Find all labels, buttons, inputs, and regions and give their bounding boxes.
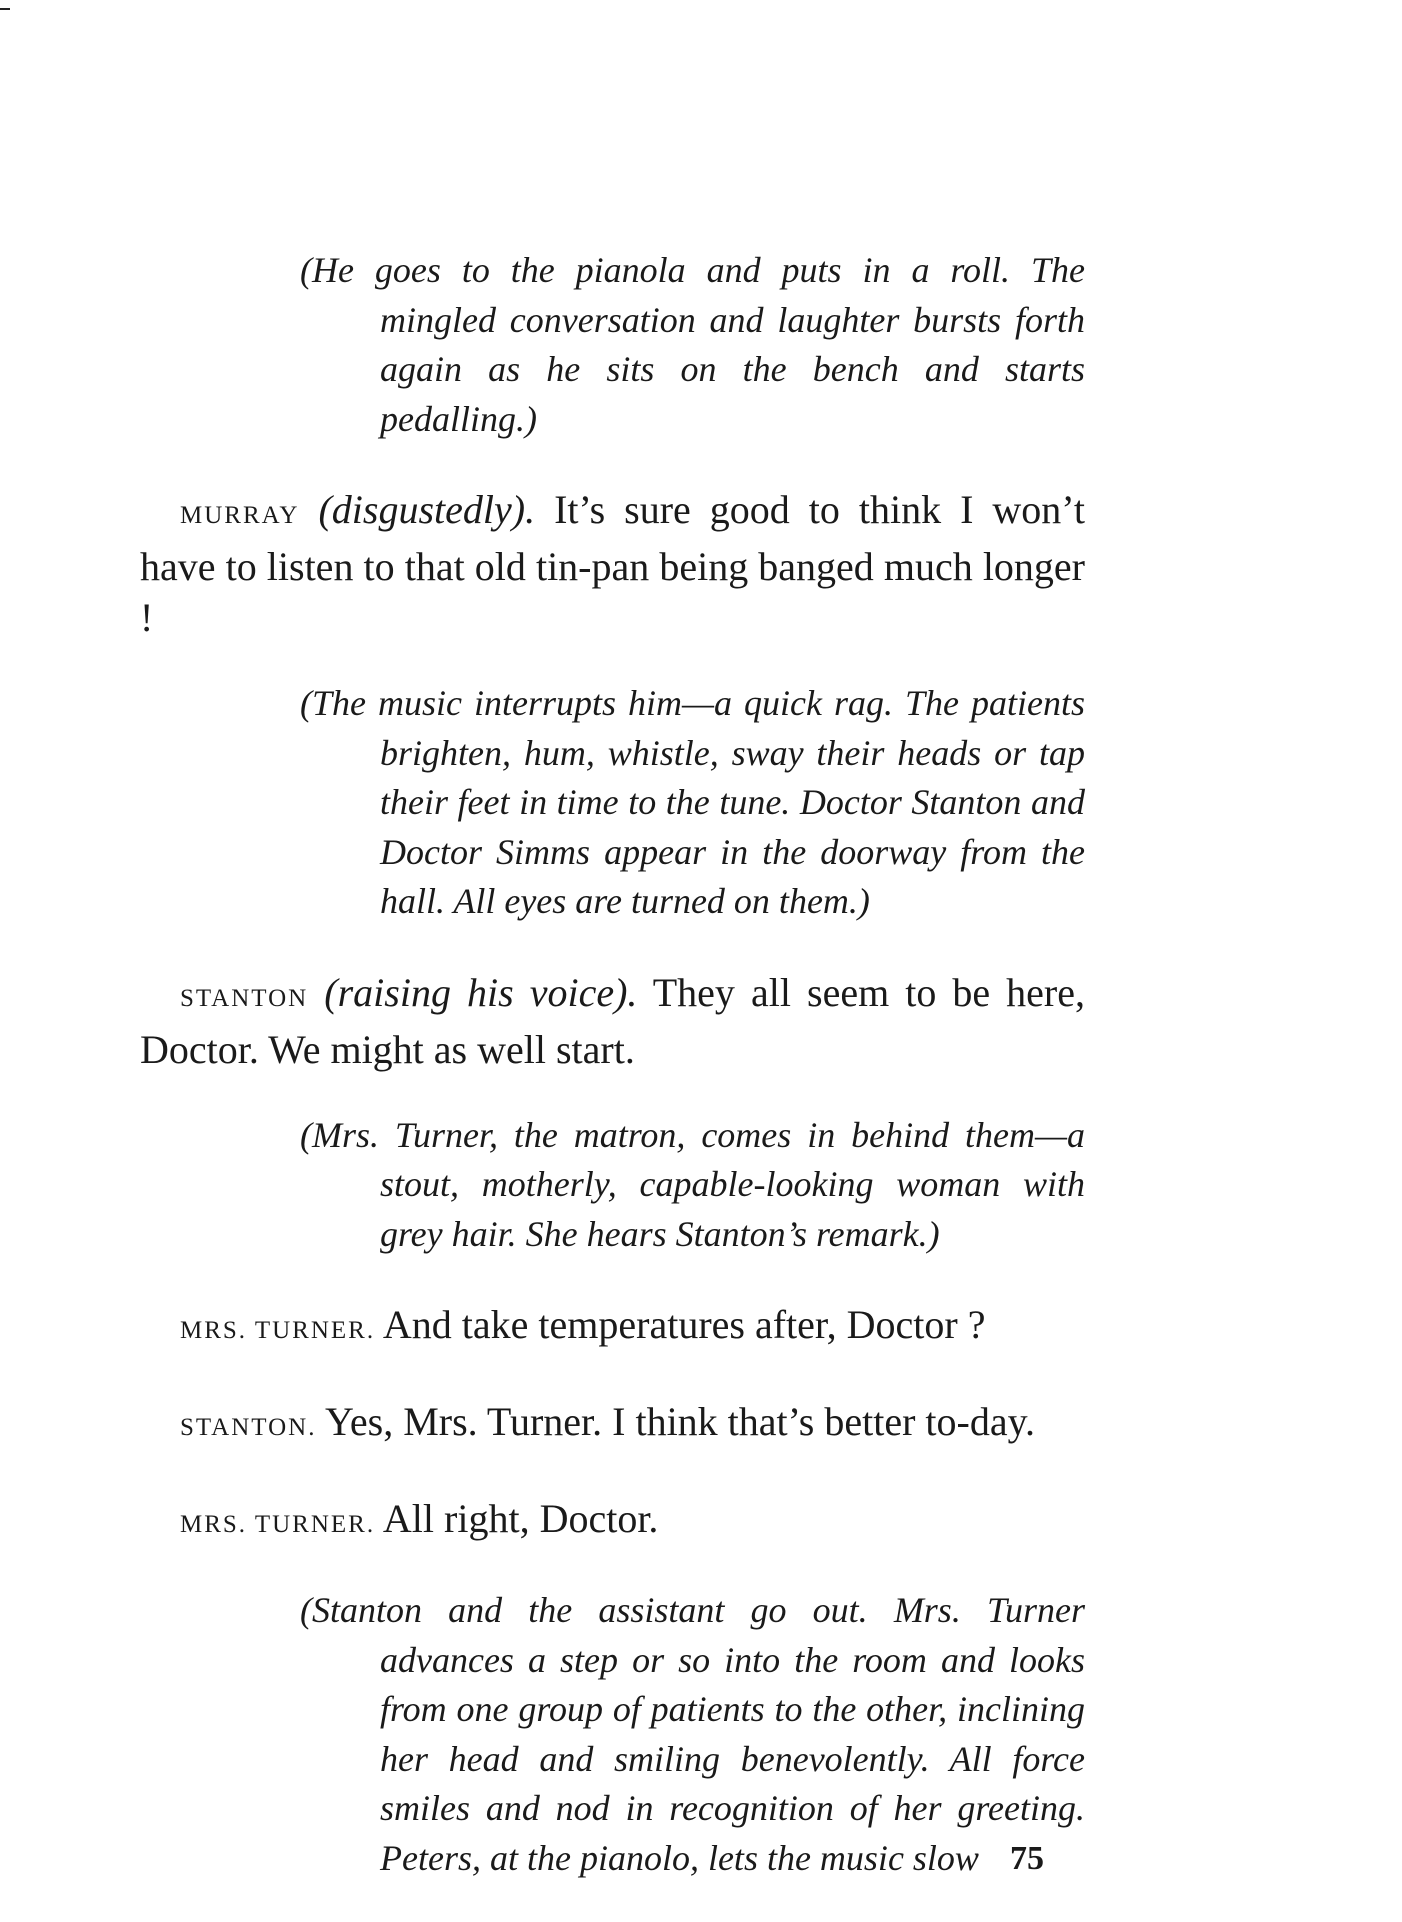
speaker-name: MRS. TURNER. — [180, 1511, 376, 1538]
dialogue-line — [140, 1299, 1085, 1356]
page-number: 75 — [1010, 1840, 1044, 1877]
page-body — [140, 210, 1085, 1903]
speaker-name: MRS. TURNER. — [180, 1317, 376, 1344]
speaker-name: STANTON — [180, 984, 309, 1012]
stage-direction: (The music interrupts him—a quick rag. The patients brighten, hum, whistle, sway their heads or tap their feet in time to the tune. Doctor Stanton and Doctor Simms appear in the doorway from the hall. All eyes are turned on them.) — [300, 683, 1085, 921]
dialogue-text: All right, Doctor. — [375, 1496, 659, 1541]
dialogue-text: It’s sure good to think I won’t have to listen to that old tin-pan being banged much longer ! — [140, 487, 1086, 640]
dialogue-line — [140, 1493, 1085, 1550]
corner-mark — [0, 8, 10, 10]
speaker-name: STANTON. — [180, 1414, 317, 1441]
stage-direction: (Mrs. Turner, the matron, comes in behind them—a stout, motherly, capable-looking woman with grey hair. She hears Stanton’s remark.) — [300, 1114, 1085, 1254]
dialogue-text: And take temperatures after, Doctor ? — [375, 1302, 986, 1347]
dialogue-text: Yes, Mrs. Turner. I think that’s better to-day. — [316, 1399, 1035, 1444]
dialogue-text: They all seem to be here, Doctor. We might as well start. — [140, 969, 1086, 1072]
speaker-direction: (disgustedly). — [318, 487, 536, 532]
stage-direction: (Stanton and the assistant go out. Mrs. Turner advances a step or so into the room and looks from one group of patients to the other, inclining her head and smiling benevolently. All force smiles and nod in recognition of her greeting. Peters, at the pianolo, lets the music slow — [300, 1590, 1085, 1878]
dialogue-line — [140, 1396, 1085, 1453]
dialogue-line — [140, 484, 1085, 643]
dialogue-line — [140, 967, 1085, 1075]
speaker-name: MURRAY — [180, 502, 300, 529]
speaker-direction: (raising his voice). — [324, 969, 638, 1015]
stage-direction: (He goes to the pianola and puts in a roll. The mingled conversation and laughter bursts forth again as he sits on the bench and starts pedalling.) — [300, 250, 1085, 439]
